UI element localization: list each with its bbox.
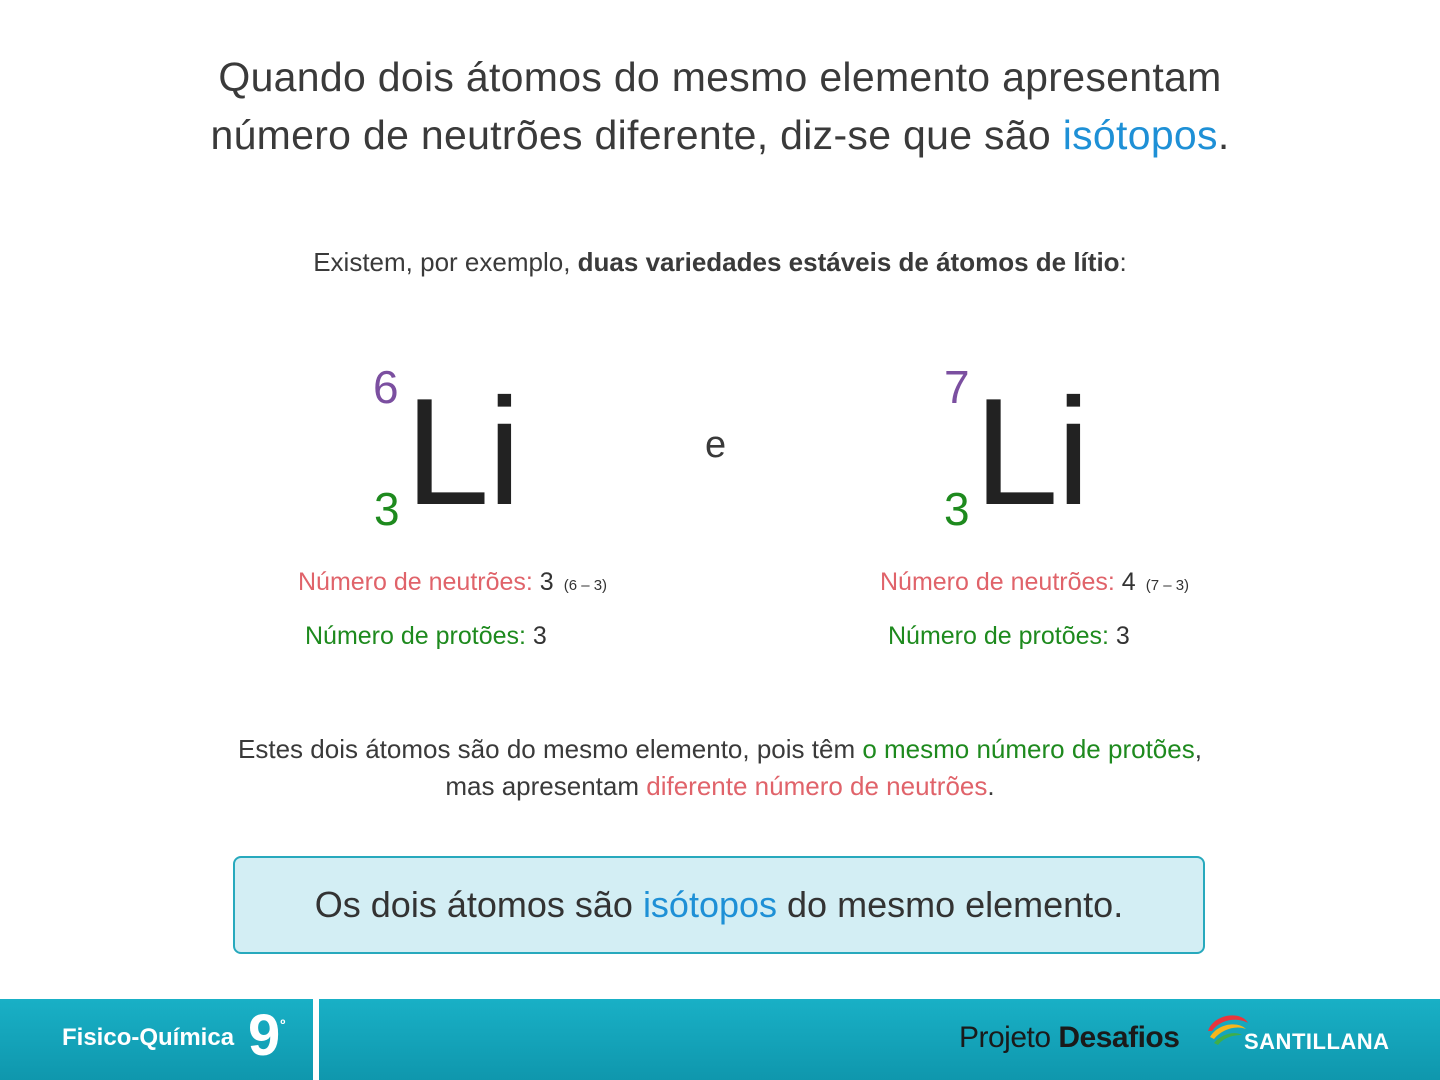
project-logo (959, 1021, 1179, 1055)
summary-line-1 (0, 731, 1440, 768)
title-accent: isótopos (1062, 112, 1218, 158)
neutrons-value: 4 (1121, 568, 1136, 596)
neutrons-label: Número de neutrões: (880, 568, 1122, 596)
protons-line-li-7 (888, 622, 1130, 651)
neutrons-line-li-6 (298, 568, 607, 597)
neutrons-line-li-7 (880, 568, 1189, 597)
conclusion-callout (233, 856, 1205, 954)
grade-number (248, 1003, 286, 1068)
grade-digit: 9 (248, 1003, 281, 1068)
mass-number: 7 (944, 361, 970, 413)
grade-suffix: º (280, 1016, 286, 1032)
intro-post: : (1119, 247, 1127, 277)
footer-bar (0, 999, 1440, 1080)
intro-text (0, 247, 1440, 278)
neutrons-calc: (7 – 3) (1145, 577, 1190, 594)
title-line-2 (0, 106, 1440, 164)
brand-name: SANTILLANA (1244, 1029, 1390, 1054)
project-bold: Desafios (1058, 1021, 1180, 1054)
summary-line-2-pre: mas apresentam (445, 771, 647, 801)
neutrons-calc: (6 – 3) (563, 577, 608, 594)
intro-bold: duas variedades estáveis de átomos de lítio (577, 247, 1120, 277)
protons-label: Número de protões: (305, 622, 533, 650)
protons-label: Número de protões: (888, 622, 1116, 650)
atomic-number: 3 (374, 483, 400, 535)
footer-right-panel (319, 999, 1440, 1080)
element-symbol: Li (974, 367, 1089, 537)
protons-value: 3 (532, 622, 547, 650)
callout-accent: isótopos (642, 884, 778, 925)
callout-text (315, 884, 1123, 926)
callout-pre: Os dois átomos são (314, 884, 643, 925)
atomic-number: 3 (944, 483, 970, 535)
subject-name: Fisico-Química (62, 1024, 235, 1051)
summary-line-1-post: , (1194, 734, 1202, 764)
summary-line-1-pre: Estes dois átomos são do mesmo elemento, pois têm (238, 734, 863, 764)
summary-line-2 (0, 768, 1440, 805)
protons-value: 3 (1115, 622, 1130, 650)
summary-protons: o mesmo número de protões (862, 734, 1195, 764)
title-period: . (1217, 112, 1230, 158)
element-symbol: Li (405, 367, 520, 537)
summary-text (0, 731, 1440, 805)
footer-left-panel (0, 999, 313, 1080)
intro-pre: Existem, por exemplo, (313, 247, 578, 277)
project-pre: Projeto (959, 1021, 1059, 1054)
summary-line-2-post: . (987, 771, 995, 801)
mass-number: 6 (373, 361, 399, 413)
neutrons-value: 3 (539, 568, 554, 596)
summary-neutrons: diferente número de neutrões (646, 771, 988, 801)
neutrons-label: Número de neutrões: (298, 568, 540, 596)
protons-line-li-6 (305, 622, 547, 651)
title-line-2-text: número de neutrões diferente, diz-se que são (210, 112, 1063, 158)
title-line-1: Quando dois átomos do mesmo elemento apresentam (218, 54, 1222, 100)
conjunction: e (705, 424, 727, 466)
callout-post: do mesmo elemento. (777, 884, 1124, 925)
slide-title (0, 48, 1440, 164)
